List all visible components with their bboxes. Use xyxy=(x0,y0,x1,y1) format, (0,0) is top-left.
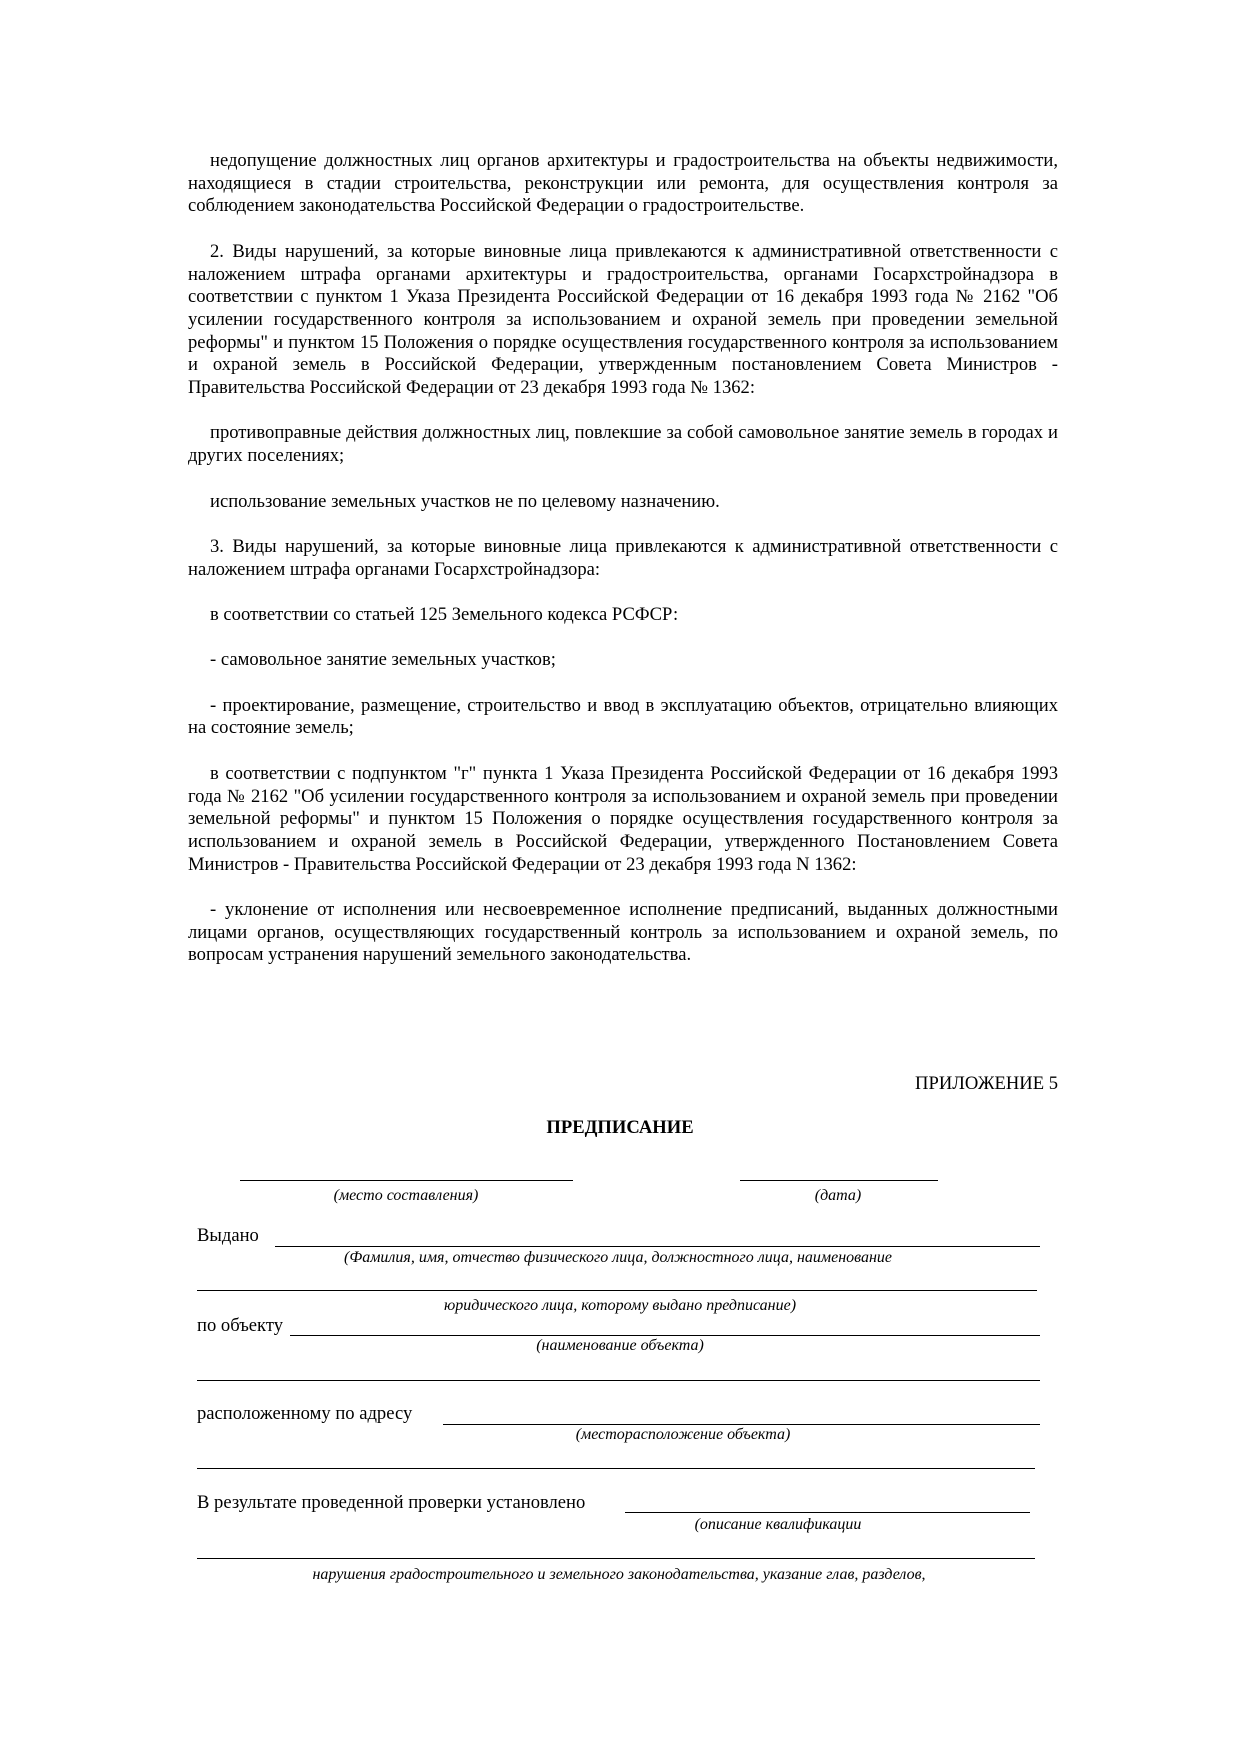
date-caption: (дата) xyxy=(814,1187,862,1204)
paragraph: в соответствии со статьей 125 Земельного кодекса РСФСР: xyxy=(210,603,679,625)
paragraph: в соответствии с подпунктом "г" пункта 1 Указа Президента Российской Федерации от 16 декабря 1993 года № 2162 "Об усилении государственного контроля за использованием и охраной земель при проведении земельной реформы" и пунктом 15 Положения о порядке осуществления государственного контроля за использованием и охраной земель в Российской Федерации, утвержденного Постановлением Совета Министров - Правительства Российской Федерации от 23 декабря 1993 года N 1362: xyxy=(188,762,1058,875)
object-caption: (наименование объекта) xyxy=(536,1337,704,1354)
paragraph: 2. Виды нарушений, за которые виновные лица привлекаются к административной ответственности с наложением штрафа органами архитектуры и градостроительства, органами Госархстройнадзора в соответствии с пунктом 1 Указа Президента Российской Федерации от 16 декабря 1993 года № 2162 "Об усилении государственного контроля за использованием и охраной земель при проведении земельной реформы" и пунктом 15 Положения о порядке осуществления государственного контроля за использованием и охраной земель в Российской Федерации, утвержденным постановлением Совета Министров - Правительства Российской Федерации от 23 декабря 1993 года № 1362: xyxy=(188,240,1058,399)
address-label: расположенному по адресу xyxy=(197,1403,413,1424)
appendix-label: ПРИЛОЖЕНИЕ 5 xyxy=(915,1073,1058,1094)
issued-field-line[interactable] xyxy=(275,1246,1040,1247)
result-caption-2: нарушения градостроительного и земельного законодательства, указание глав, разделов, xyxy=(312,1566,926,1583)
address-field-line[interactable] xyxy=(443,1424,1040,1425)
paragraph: противоправные действия должностных лиц, повлекшие за собой самовольное занятие земель в городах и других поселениях; xyxy=(188,422,1058,467)
paragraph: использование земельных участков не по целевому назначению. xyxy=(210,490,720,512)
result-field-line[interactable] xyxy=(625,1512,1030,1513)
paragraph: 3. Виды нарушений, за которые виновные лица привлекаются к административной ответственности с наложением штрафа органами Госархстройнадзора: xyxy=(188,535,1058,580)
result-caption: (описание квалификации xyxy=(694,1516,862,1533)
address-caption: (месторасположение объекта) xyxy=(575,1426,791,1443)
document-body xyxy=(188,150,1058,990)
issued-field-line-2[interactable] xyxy=(197,1290,1037,1291)
paragraph: - самовольное занятие земельных участков; xyxy=(210,649,556,671)
issued-label: Выдано xyxy=(197,1225,259,1246)
place-caption: (место составления) xyxy=(333,1187,479,1204)
issued-caption-2: юридического лица, которому выдано предписание) xyxy=(443,1297,797,1314)
object-field-line-2[interactable] xyxy=(197,1380,1040,1381)
paragraph: - проектирование, размещение, строительство и ввод в эксплуатацию объектов, отрицательно влияющих на состояние земель; xyxy=(188,694,1058,739)
result-label: В результате проведенной проверки установлено xyxy=(197,1492,586,1513)
paragraph: - уклонение от исполнения или несвоевременное исполнение предписаний, выданных должностными лицами органов, осуществляющих государственный контроль за использованием и охраной земель, по вопросам устранения нарушений земельного законодательства. xyxy=(188,899,1058,966)
object-label: по объекту xyxy=(197,1315,284,1336)
place-field-line[interactable] xyxy=(240,1180,573,1181)
date-field-line[interactable] xyxy=(740,1180,938,1181)
issued-caption: (Фамилия, имя, отчество физического лица, должностного лица, наименование xyxy=(343,1249,893,1266)
address-field-line-2[interactable] xyxy=(197,1468,1035,1469)
object-field-line[interactable] xyxy=(290,1335,1040,1336)
result-field-line-2[interactable] xyxy=(197,1558,1035,1559)
form-title: ПРЕДПИСАНИЕ xyxy=(546,1117,694,1138)
paragraph: недопущение должностных лиц органов архитектуры и градостроительства на объекты недвижимости, находящиеся в стадии строительства, реконструкции или ремонта, для осуществления контроля за соблюдением законодательства Российской Федерации о градостроительстве. xyxy=(188,150,1058,217)
